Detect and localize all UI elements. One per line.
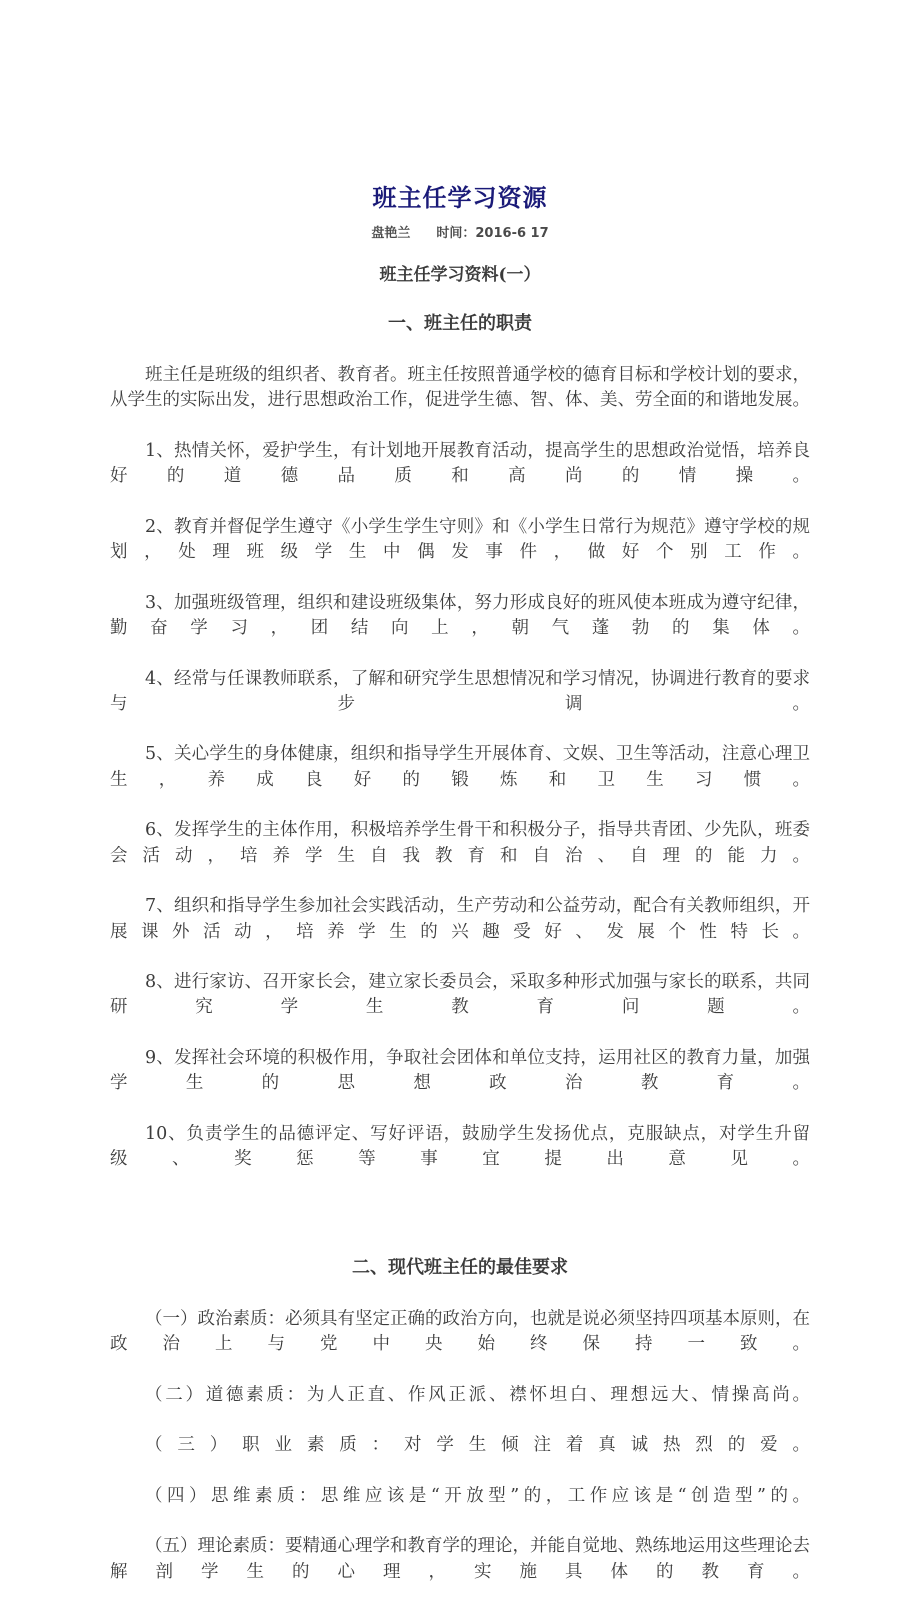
byline-date-value: 2016-6 17: [475, 226, 549, 241]
paragraph: 8、进行家访、召开家长会，建立家长委员会，采取多种形式加强与家长的联系，共同研究学生教育问题。: [110, 972, 810, 1018]
paragraph: （一）政治素质：必须具有坚定正确的政治方向，也就是说必须坚持四项基本原则，在政治上与党中央始终保持一致。: [110, 1308, 810, 1355]
paragraph: 5、关心学生的身体健康，组织和指导学生开展体育、文娱、卫生等活动，注意心理卫生，养成良好的锻炼和卫生习惯。: [110, 744, 810, 790]
paragraph: （五）理论素质：要精通心理学和教育学的理论，并能自觉地、熟练地运用这些理论去解剖学生的心理，实施具体的教育。: [110, 1536, 810, 1582]
document-title: 班主任学习资源: [372, 184, 548, 212]
section-body-duties: [110, 336, 810, 1198]
paragraph: 9、发挥社会环境的积极作用，争取社会团体和单位支持，运用社区的教育力量，加强学生的思想政治教育。: [110, 1048, 810, 1094]
paragraph: 4、经常与任课教师联系，了解和研究学生思想情况和学习情况，协调进行教育的要求与步调。: [110, 668, 810, 714]
document-subtitle: 班主任学习资料(一）: [379, 265, 541, 285]
paragraph: 7、组织和指导学生参加社会实践活动，生产劳动和公益劳动，配合有关教师组织，开展课外活动，培养学生的兴趣受好、发展个性特长。: [110, 896, 810, 942]
paragraph: （二）道德素质：为人正直、作风正派、襟怀坦白、理想远大、情操高尚。: [145, 1384, 810, 1405]
paragraph: 1、热情关怀，爱护学生，有计划地开展教育活动，提高学生的思想政治觉悟，培养良好的道德品质和高尚的情操。: [110, 440, 810, 487]
section-body-requirements: [110, 1280, 810, 1610]
document-byline: [110, 214, 810, 243]
byline-author: 盘艳兰: [371, 226, 411, 241]
byline-date-label: 时间：: [436, 226, 476, 241]
paragraph: 班主任是班级的组织者、教育者。班主任按照普通学校的德育目标和学校计划的要求，从学生的实际出发，进行思想政治工作，促进学生德、智、体、美、劳全面的和谐地发展。: [110, 365, 810, 411]
paragraph: （三）职业素质：对学生倾注着真诚热烈的爱。: [145, 1435, 810, 1456]
paragraph: 6、发挥学生的主体作用，积极培养学生骨干和积极分子，指导共青团、少先队，班委会活动，培养学生自我教育和自治、自理的能力。: [110, 820, 810, 866]
document-content-column: [110, 0, 810, 1610]
section-heading-requirements: 二、现代班主任的最佳要求: [352, 1256, 568, 1278]
paragraph: （四）思维素质：思维应该是“开放型”的，工作应该是“创造型”的。: [145, 1485, 810, 1506]
paragraph: 10、负责学生的品德评定、写好评语，鼓励学生发扬优点，克服缺点，对学生升留级、奖惩等事宜提出意见。: [110, 1123, 810, 1170]
paragraph: 2、教育并督促学生遵守《小学生学生守则》和《小学生日常行为规范》遵守学校的规划，处理班级学生中偶发事件，做好个别工作。: [110, 516, 810, 563]
section-heading-duties: 一、班主任的职责: [388, 313, 532, 334]
paragraph: 3、加强班级管理，组织和建设班级集体，努力形成良好的班风使本班成为遵守纪律，勤奋学习，团结向上，朝气蓬勃的集体。: [110, 592, 810, 638]
